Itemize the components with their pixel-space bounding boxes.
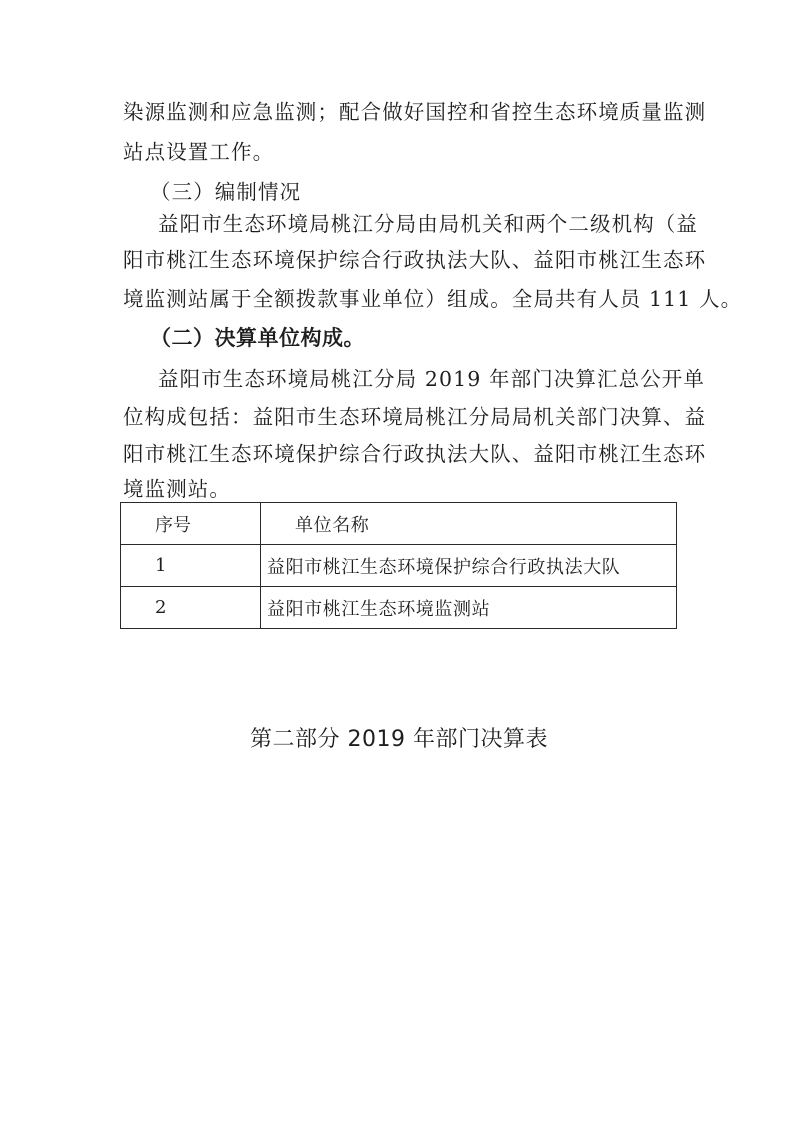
row-name-cell: 益阳市桃江生态环境保护综合行政执法大队 bbox=[261, 545, 677, 587]
section-heading-bold: （二）决算单位构成。 bbox=[150, 326, 365, 350]
paragraph-line: 位构成包括：益阳市生态环境局桃江分局局机关部门决算、益 bbox=[123, 405, 707, 429]
row-index-cell: 2 bbox=[121, 587, 261, 629]
header-name-cell: 单位名称 bbox=[261, 503, 677, 545]
paragraph-line: 阳市桃江生态环境保护综合行政执法大队、益阳市桃江生态环 bbox=[123, 248, 707, 272]
paragraph-line: 益阳市生态环境局桃江分局 2019 年部门决算汇总公开单 bbox=[158, 367, 706, 391]
table-row bbox=[121, 545, 677, 587]
header-index-cell: 序号 bbox=[121, 503, 261, 545]
paragraph-line: 境监测站。 bbox=[123, 477, 231, 501]
paragraph-line: 阳市桃江生态环境保护综合行政执法大队、益阳市桃江生态环 bbox=[123, 442, 707, 466]
section-heading: （三）编制情况 bbox=[150, 180, 302, 204]
units-table bbox=[120, 502, 677, 629]
paragraph-line: 境监测站属于全额拨款事业单位）组成。全局共有人员 111 人。 bbox=[123, 287, 743, 311]
paragraph-line: 站点设置工作。 bbox=[123, 140, 275, 164]
part-title: 第二部分 2019 年部门决算表 bbox=[250, 727, 548, 752]
row-index-cell: 1 bbox=[121, 545, 261, 587]
table-row bbox=[121, 587, 677, 629]
table-header-row bbox=[121, 503, 677, 545]
row-name-cell: 益阳市桃江生态环境监测站 bbox=[261, 587, 677, 629]
paragraph-line: 染源监测和应急监测；配合做好国控和省控生态环境质量监测 bbox=[123, 100, 707, 124]
paragraph-line: 益阳市生态环境局桃江分局由局机关和两个二级机构（益 bbox=[158, 212, 698, 236]
